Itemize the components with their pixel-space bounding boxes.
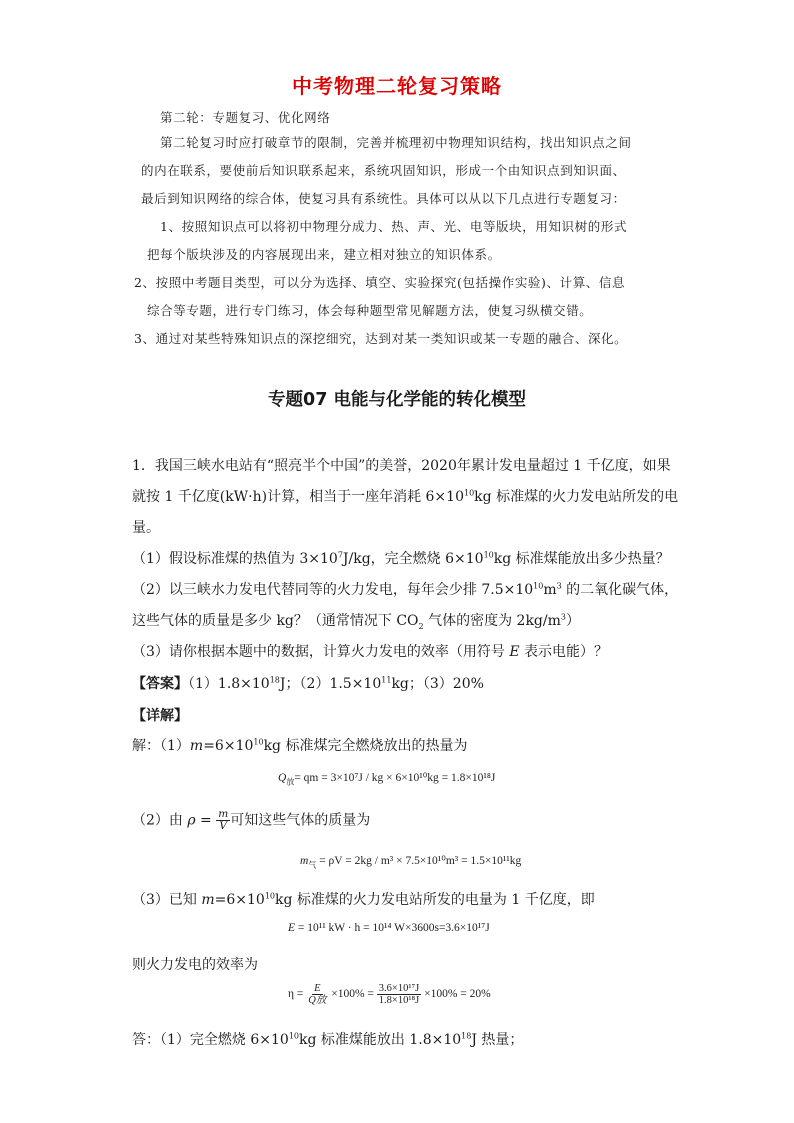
point-2: 2、按照中考题目类型，可以分为选择、填空、实验探究(包括操作实验)、计算、信息	[134, 275, 626, 290]
answer-label: 【答案】	[132, 676, 188, 692]
question-part-2-cont: 这些气体的质量是多少 kg？（通常情况下 $CO_2$ 气体的密度为 $2kg/m^3$）	[132, 612, 580, 631]
question-part-3: （3）请你根据本题中的数据，计算火力发电的效率（用符号 E 表示电能）？	[132, 644, 609, 660]
question-part-1: （1）假设标准煤的热值为 $3\times 10^7J/kg$，完全燃烧 $6\times 10^{10}kg$ 标准煤能放出多少热量？	[132, 550, 670, 567]
equation-4: η = $\frac{E}{\text{Q放}}$ ×100% = $\frac{\text{3.6×10¹⁷J}}{\text{1.8×10¹⁸J}}$ ×100% = 20%	[288, 983, 491, 1006]
intro-line-2: 的内在联系，要使前后知识联系起来，系统巩固知识，形成一个由知识点到知识面、	[141, 163, 626, 178]
point-2-cont: 综合等专题，进行专门练习，体会每种题型常见解题方法，使复习纵横交错。	[147, 303, 593, 318]
equation-3: E = 10¹¹ kW · h = 10¹⁴ W×3600s=3.6×10¹⁷J	[288, 922, 490, 934]
explain-step-2: （2）由 ρ = $\frac{m}{V}$ 可知这些气体的质量为	[132, 808, 371, 832]
point-1-cont: 把每个版块涉及的内容展现出来，建立相对独立的知识体系。	[147, 247, 501, 262]
explain-step-3: （3）已知 $m=6\times 10^{10}kg$ 标准煤的火力发电站所发的电量为 1 千亿度，即	[132, 891, 595, 908]
equation-2: $m_气 = \rho V = 2kg / m^3 \times 7.5\times 10^{10}m^3 = 1.5\times 10^{11}kg$	[300, 855, 522, 870]
document-title: 中考物理二轮复习策略	[292, 74, 502, 98]
question-line-1: 1．我国三峡水电站有“照亮半个中国”的美誉，2020年累计发电量超过 1 千亿度，如果	[132, 458, 671, 474]
answer-line: 【答案】$(1)1.8\times 10^{18}J$；$(2)1.5\times 10^{11}kg$；（3）20%	[132, 675, 484, 692]
equation-1: $Q_放=$ qm = 3×10⁷J / kg × 6×10¹⁰kg = 1.8×10¹⁸J	[278, 772, 496, 787]
point-1: 1、按照知识点可以将初中物理分成力、热、声、光、电等版块，用知识树的形式	[160, 219, 628, 234]
point-3: 3、通过对某些特殊知识点的深挖细究，达到对某一类知识或某一专题的融合、深化。	[134, 331, 628, 346]
section-title: 专题07 电能与化学能的转化模型	[268, 390, 526, 410]
explain-label: 【详解】	[132, 708, 188, 724]
question-line-2: 就按 1 千亿度(kW·h)计算，相当于一座年消耗 $6\times 10^{10}kg$ 标准煤的火力发电站所发的电	[132, 488, 679, 505]
explain-step-1: 解：$(1)m=6\times 10^{10}kg$ 标准煤完全燃烧放出的热量为	[132, 737, 468, 754]
question-part-2: （2）以三峡水力发电代替同等的火力发电，每年会少排 $7.5\times 10^{10}m^3$ 的二氧化碳气体，	[132, 581, 679, 598]
intro-line-1: 第二轮复习时应打破章节的限制，完善并梳理初中物理知识结构，找出知识点之间	[160, 135, 632, 150]
stage-heading: 第二轮：专题复习、优化网络	[160, 110, 331, 125]
intro-line-3: 最后到知识网络的综合体，使复习具有系统性。具体可以从以下几点进行专题复习：	[141, 191, 626, 206]
explain-step-4: 则火力发电的效率为	[132, 957, 258, 973]
question-line-3: 量。	[132, 520, 160, 536]
final-answer-1: 答：（1）完全燃烧 $6\times 10^{10}kg$ 标准煤能放出 $1.8\times 10^{18}J$ 热量；	[132, 1031, 524, 1048]
